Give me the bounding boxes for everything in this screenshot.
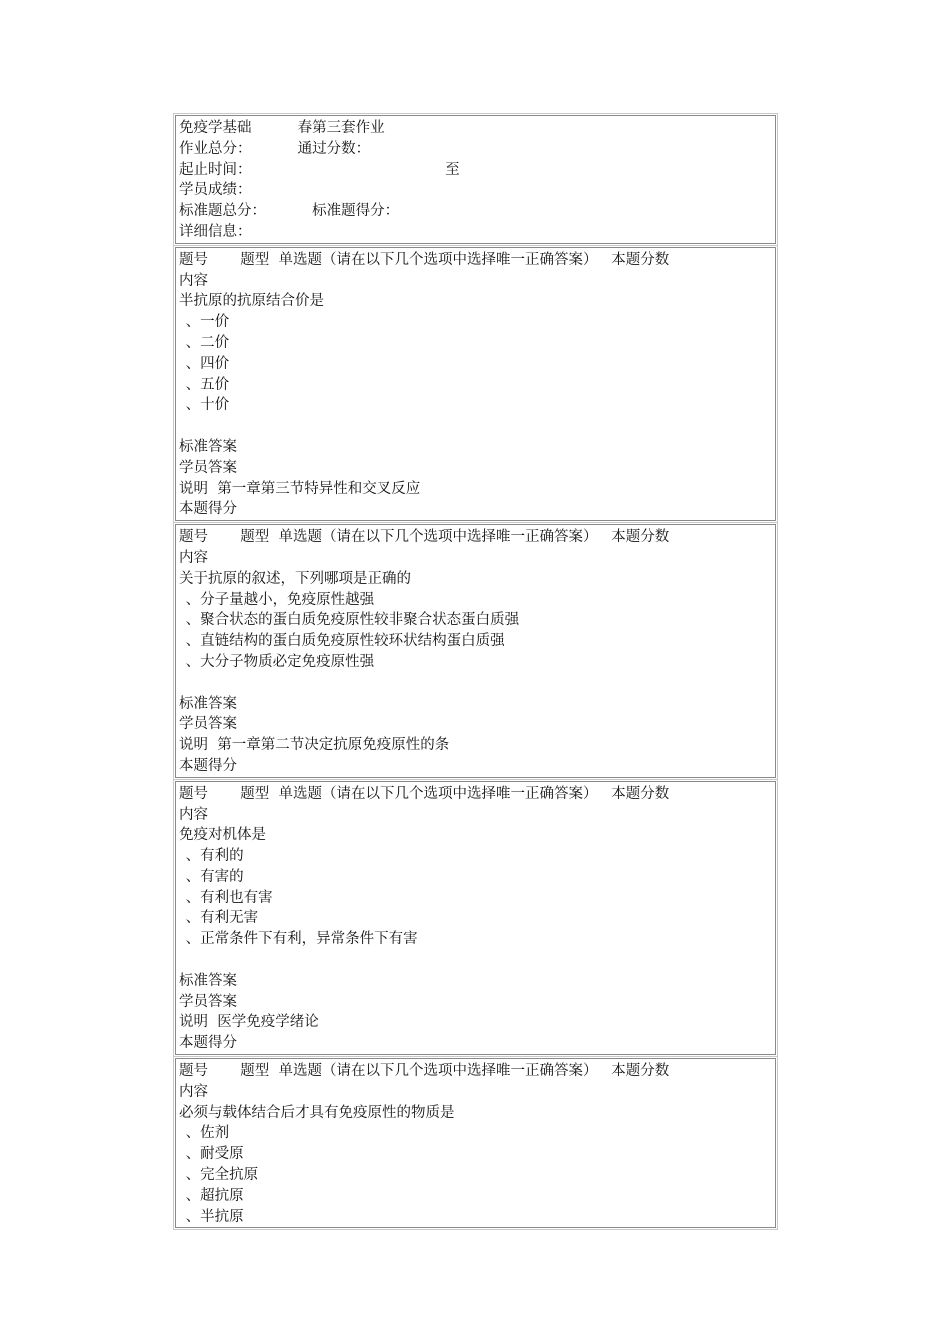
question-header: 题号 题型 单选题（请在以下几个选项中选择唯一正确答案） 本题分数 (179, 251, 670, 268)
option[interactable]: 、大分子物质必定免疫原性强 (181, 653, 375, 670)
student-answer: 学员答案 (179, 459, 237, 476)
explanation: 说明 医学免疫学绪论 (179, 1014, 319, 1031)
student-result: 学员成绩： (179, 182, 252, 199)
option[interactable]: 、聚合状态的蛋白质免疫原性较非聚合状态蛋白质强 (181, 612, 520, 629)
option[interactable]: 、有害的 (181, 868, 244, 885)
content-label: 内容 (179, 1083, 208, 1100)
question-header: 题号 题型 单选题（请在以下几个选项中选择唯一正确答案） 本题分数 (179, 785, 670, 802)
question-block-4 (175, 1058, 776, 1228)
option[interactable]: 、超抗原 (181, 1187, 244, 1204)
option[interactable]: 、五价 (181, 376, 230, 393)
question-block-2 (175, 524, 776, 778)
question-score: 本题得分 (179, 501, 237, 518)
spacer (179, 950, 771, 971)
question-header: 题号 题型 单选题（请在以下几个选项中选择唯一正确答案） 本题分数 (179, 1063, 670, 1080)
standard-score: 标准题总分： 标准题得分： (179, 203, 400, 220)
spacer (179, 416, 771, 437)
option[interactable]: 、二价 (181, 334, 230, 351)
question-block-3 (175, 781, 776, 1055)
option[interactable]: 、十价 (181, 397, 230, 414)
standard-answer: 标准答案 (179, 438, 237, 455)
option[interactable]: 、耐受原 (181, 1146, 244, 1163)
option[interactable]: 、佐剂 (181, 1125, 230, 1142)
explanation: 说明 第一章第三节特异性和交叉反应 (179, 480, 421, 497)
option[interactable]: 、四价 (181, 355, 230, 372)
spacer (179, 673, 771, 694)
option[interactable]: 、分子量越小，免疫原性越强 (181, 591, 375, 608)
question-header: 题号 题型 单选题（请在以下几个选项中选择唯一正确答案） 本题分数 (179, 529, 670, 546)
course-title: 免疫学基础 春第三套作业 (179, 120, 385, 136)
question-stem: 半抗原的抗原结合价是 (179, 293, 324, 310)
question-stem: 免疫对机体是 (179, 827, 266, 844)
option[interactable]: 、半抗原 (181, 1208, 244, 1225)
question-score: 本题得分 (179, 757, 237, 774)
question-block-1 (175, 247, 776, 521)
student-answer: 学员答案 (179, 716, 237, 733)
content-label: 内容 (179, 806, 208, 823)
option[interactable]: 、有利也有害 (181, 889, 273, 906)
option[interactable]: 、完全抗原 (181, 1167, 259, 1184)
option[interactable]: 、一价 (181, 314, 230, 331)
option[interactable]: 、直链结构的蛋白质免疫原性较环状结构蛋白质强 (181, 633, 505, 650)
content-label: 内容 (179, 549, 208, 566)
detail-info: 详细信息： (179, 223, 252, 240)
option[interactable]: 、正常条件下有利，异常条件下有害 (181, 931, 418, 948)
content-label: 内容 (179, 272, 208, 289)
explanation: 说明 第一章第二节决定抗原免疫原性的条 (179, 737, 450, 754)
score-summary: 作业总分： 通过分数： (179, 140, 371, 157)
option[interactable]: 、有利无害 (181, 910, 259, 927)
header-block (175, 115, 776, 244)
option[interactable]: 、有利的 (181, 848, 244, 865)
standard-answer: 标准答案 (179, 972, 237, 989)
standard-answer: 标准答案 (179, 695, 237, 712)
time-range: 起止时间： 至 (179, 161, 460, 178)
homework-sheet (175, 115, 776, 1231)
question-score: 本题得分 (179, 1035, 237, 1052)
question-stem: 关于抗原的叙述，下列哪项是正确的 (179, 570, 411, 587)
question-stem: 必须与载体结合后才具有免疫原性的物质是 (179, 1104, 455, 1121)
student-answer: 学员答案 (179, 993, 237, 1010)
